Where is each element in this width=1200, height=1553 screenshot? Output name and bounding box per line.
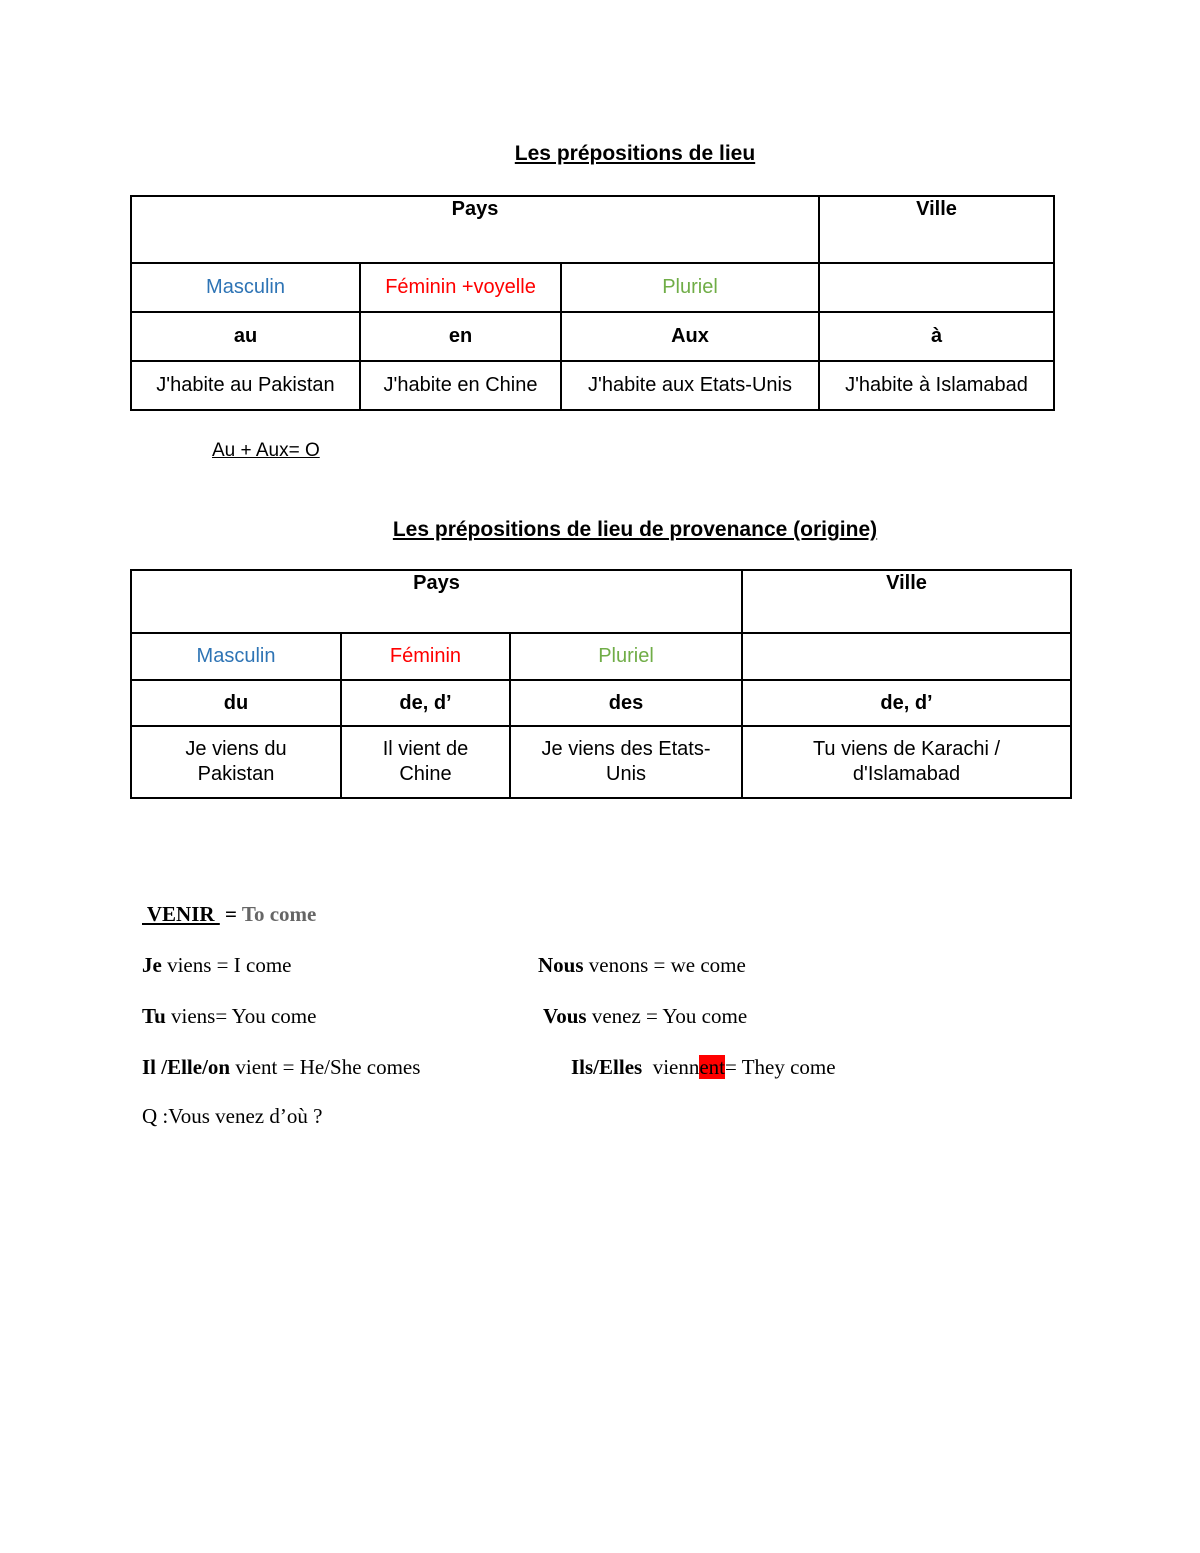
verb-word: VENIR <box>142 902 220 926</box>
prep-masculin: du <box>131 680 341 726</box>
section2-title: Les prépositions de lieu de provenance (origine) <box>392 518 878 541</box>
section1-title: Les prépositions de lieu <box>514 142 756 165</box>
example-line: Pakistan <box>197 763 275 785</box>
header-ville: Ville <box>819 196 1054 263</box>
gender-pluriel: Pluriel <box>510 633 742 680</box>
conjugation-text: = They come <box>725 1055 836 1079</box>
example-line: d'Islamabad <box>852 763 961 785</box>
conjugation-il <box>142 1055 420 1080</box>
pronoun: Je <box>142 953 162 977</box>
conjugation-text: vient = He/She comes <box>230 1055 421 1079</box>
header-pays: Pays <box>131 570 742 633</box>
prep-pluriel: des <box>510 680 742 726</box>
example-masculin: J'habite au Pakistan <box>131 361 360 410</box>
pronoun: Il /Elle/on <box>142 1055 231 1079</box>
pronoun: Vous <box>543 1004 587 1028</box>
prep-masculin: au <box>131 312 360 361</box>
prep-feminin: en <box>360 312 561 361</box>
verb-title <box>142 902 316 927</box>
highlighted-ending: ent <box>699 1055 725 1079</box>
example-ville: J'habite à Islamabad <box>819 361 1054 410</box>
example-line: Il vient de <box>382 738 469 760</box>
pronoun: Nous <box>538 953 584 977</box>
example-masculin <box>131 726 341 798</box>
example-line: Je viens des Etats- <box>541 738 711 760</box>
question: Q :Vous venez d’où ? <box>142 1104 323 1128</box>
conjugation-ils <box>571 1055 836 1080</box>
gender-masculin: Masculin <box>131 263 360 312</box>
conjugation-text: venons = we come <box>583 953 746 977</box>
pronoun: Tu <box>142 1004 166 1028</box>
example-line: Tu viens de Karachi / <box>812 738 1001 760</box>
example-pluriel <box>510 726 742 798</box>
example-line: Je viens du <box>185 738 287 760</box>
conjugation-text: venez = You come <box>586 1004 748 1028</box>
example-line: Unis <box>606 763 647 785</box>
gender-ville-empty <box>742 633 1071 680</box>
example-feminin <box>341 726 510 798</box>
gender-ville-empty <box>819 263 1054 312</box>
gender-feminin: Féminin <box>341 633 510 680</box>
pronoun: Ils/Elles <box>571 1055 643 1079</box>
verb-equals: = <box>219 902 242 926</box>
gender-pluriel: Pluriel <box>561 263 819 312</box>
example-pluriel: J'habite aux Etats-Unis <box>561 361 819 410</box>
header-ville: Ville <box>742 570 1071 633</box>
conjugation-nous <box>538 953 746 978</box>
conjugation-vous <box>543 1004 747 1029</box>
prep-pluriel: Aux <box>561 312 819 361</box>
verb-meaning: To come <box>241 902 317 926</box>
table-prepositions-provenance <box>130 569 1072 799</box>
conjugation-text: vienn <box>642 1055 700 1079</box>
prep-feminin: de, d’ <box>341 680 510 726</box>
prep-ville: à <box>819 312 1054 361</box>
table-prepositions-lieu <box>130 195 1055 411</box>
conjugation-je <box>142 953 291 978</box>
gender-feminin: Féminin +voyelle <box>360 263 561 312</box>
conjugation-text: viens= You come <box>165 1004 317 1028</box>
section1-note: Au + Aux= O <box>212 440 320 461</box>
example-ville <box>742 726 1071 798</box>
conjugation-tu <box>142 1004 316 1029</box>
example-line: Chine <box>399 763 452 785</box>
example-feminin: J'habite en Chine <box>360 361 561 410</box>
gender-masculin: Masculin <box>131 633 341 680</box>
prep-ville: de, d’ <box>742 680 1071 726</box>
conjugation-text: viens = I come <box>161 953 292 977</box>
header-pays: Pays <box>131 196 819 263</box>
